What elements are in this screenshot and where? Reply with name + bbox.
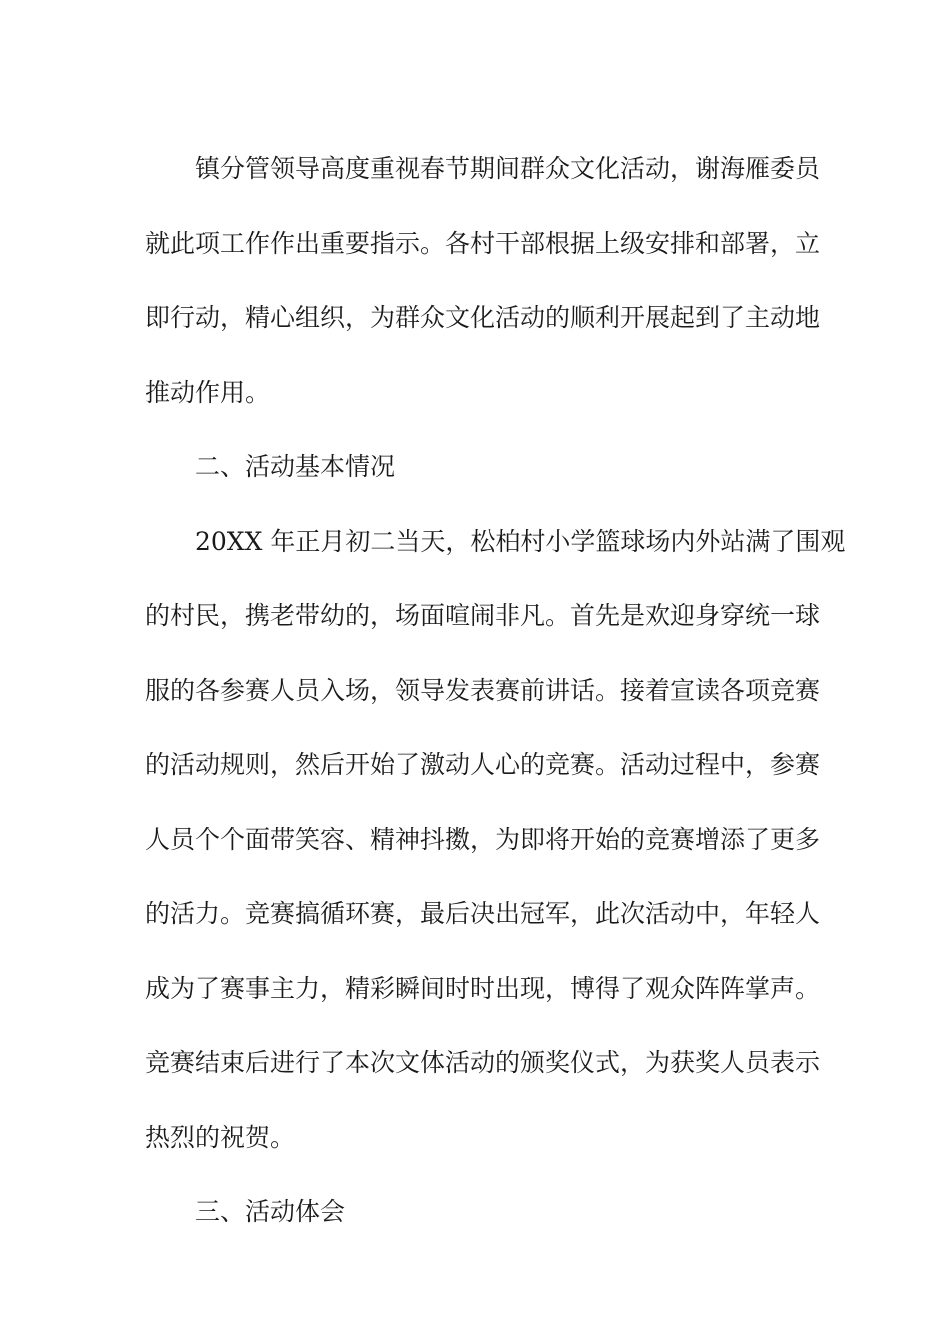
section-heading-activity-reflection: 三、活动体会: [195, 1197, 346, 1226]
paragraph-leadership-attention: [145, 132, 821, 430]
paragraph-line: 人员个个面带笑容、精神抖擞，为即将开始的竞赛增添了更多: [145, 824, 821, 854]
paragraph-line: 推动作用。: [145, 377, 271, 407]
paragraph-line: 的活动规则，然后开始了激动人心的竞赛。活动过程中，参赛: [145, 750, 821, 779]
paragraph-line: 的村民，携老带幼的，场面喧闹非凡。首先是欢迎身穿统一球: [145, 601, 821, 630]
paragraph-line: 服的各参赛人员入场，领导发表赛前讲话。接着宣读各项竞赛: [145, 675, 821, 705]
paragraph-line: 竞赛结束后进行了本次文体活动的颁奖仪式，为获奖人员表示: [145, 1048, 821, 1077]
paragraph-line: 的活力。竞赛搞循环赛，最后决出冠军，此次活动中，年轻人: [145, 899, 821, 928]
paragraph-line: 成为了赛事主力，精彩瞬间时时出现，博得了观众阵阵掌声。: [145, 973, 821, 1003]
section-heading-basic-situation: 二、活动基本情况: [195, 452, 396, 481]
paragraph-line: 20XX 年正月初二当天，松柏村小学篮球场内外站满了围观: [195, 526, 846, 556]
paragraph-line: 镇分管领导高度重视春节期间群众文化活动，谢海雁委员: [195, 154, 821, 183]
document-body: [145, 132, 846, 1250]
paragraph-line: 热烈的祝贺。: [145, 1122, 296, 1152]
paragraph-activity-description: [145, 505, 846, 1176]
paragraph-line: 即行动，精心组织，为群众文化活动的顺利开展起到了主动地: [145, 303, 821, 332]
paragraph-line: 就此项工作作出重要指示。各村干部根据上级安排和部署，立: [145, 228, 821, 258]
